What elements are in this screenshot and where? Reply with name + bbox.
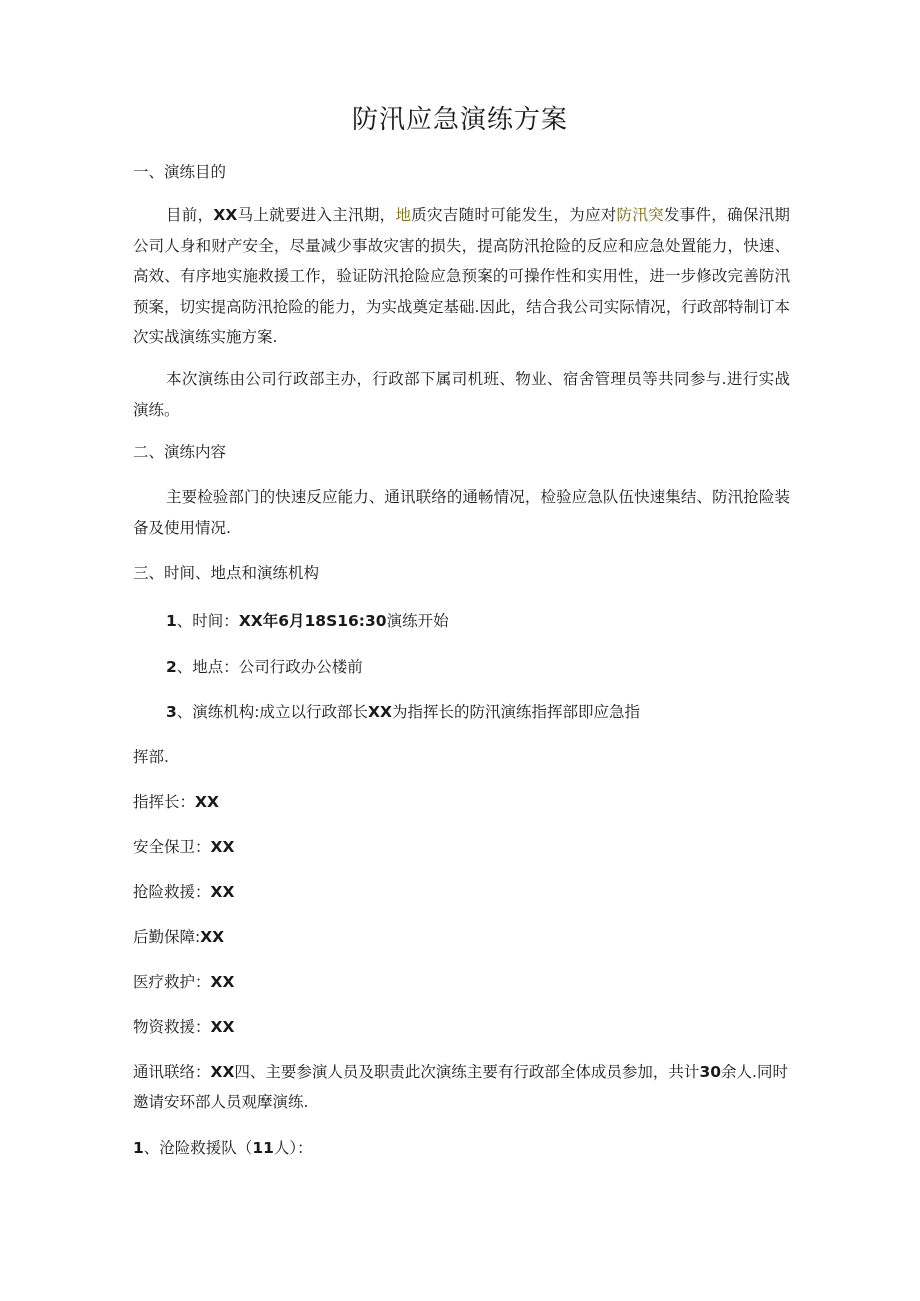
paragraph-organizer: 本次演练由公司行政部主办，行政部下属司机班、物业、宿舍管理员等共同参与.进行实战演练。 bbox=[133, 370, 790, 419]
company-placeholder: XX bbox=[213, 206, 238, 224]
item-number: 3 bbox=[166, 703, 177, 721]
paragraph-text: 四、主要参演人员及职责此次演练主要有行政部全体成员参加，共计 bbox=[234, 1063, 700, 1081]
role-line bbox=[133, 925, 224, 949]
role-line bbox=[133, 880, 234, 904]
role-line bbox=[133, 835, 234, 859]
section-heading-time-place: 三、时间、地点和演练机构 bbox=[133, 564, 320, 582]
role-label: 抢险救援： bbox=[133, 883, 211, 901]
role-label: 指挥长： bbox=[133, 793, 196, 811]
item-organization bbox=[166, 700, 640, 724]
paragraph-text: 余人.同时 bbox=[721, 1063, 788, 1081]
item-text: 为指挥长的防汛演练指挥部即应急指 bbox=[391, 703, 640, 721]
item-value: XX bbox=[368, 703, 392, 721]
item-number: 2 bbox=[166, 658, 177, 676]
role-line bbox=[133, 1015, 234, 1039]
highlighted-text: 防汛突 bbox=[616, 206, 664, 224]
communication-line-continued: 邀请安环部人员观摩演练. bbox=[133, 1093, 309, 1111]
item-label: 、地点：公司行政办公楼前 bbox=[176, 658, 363, 676]
section-heading-purpose: 一、演练目的 bbox=[133, 163, 227, 181]
item-place bbox=[166, 655, 363, 679]
item-text: 演练开始 bbox=[386, 612, 449, 630]
role-label: 医疗救护： bbox=[133, 973, 211, 991]
role-line bbox=[133, 970, 234, 994]
role-name: XX bbox=[210, 973, 235, 991]
paragraph-text: 发事件，确保汛期公司人身和财产安全，尽量减少事故灾害的损失，提高防汛抢险的反应和应急处置能力，快速、高效、有序地实施救援工作，验证防汛抢险应急预案的可操作性和实用性，进一步修改完善防汛预案，切实提高防汛抢险的能力，为实战奠定基础.因此，结合我公司实际情况，行政部特制订本次实战演练实施方案. bbox=[133, 206, 790, 346]
paragraph-purpose bbox=[133, 200, 790, 353]
role-name: XX bbox=[210, 1063, 235, 1081]
item-text: 人）： bbox=[273, 1139, 313, 1157]
role-name: XX bbox=[210, 838, 235, 856]
item-label: 、演练机构:成立以行政部长 bbox=[176, 703, 369, 721]
item-organization-continued: 挥部. bbox=[133, 748, 169, 766]
participant-count: 30 bbox=[699, 1063, 722, 1081]
document-title: 防汛应急演练方案 bbox=[351, 105, 568, 135]
paragraph-text: 目前， bbox=[166, 206, 214, 224]
role-label: 安全保卫： bbox=[133, 838, 211, 856]
role-name: XX bbox=[195, 793, 219, 811]
role-line bbox=[133, 790, 219, 814]
section-heading-content: 二、演练内容 bbox=[133, 443, 227, 461]
role-label: 物资救援： bbox=[133, 1018, 211, 1036]
team-heading bbox=[133, 1136, 313, 1160]
item-label: 、沧险救援队（ bbox=[143, 1139, 253, 1157]
paragraph-text: 质灾吉随时可能发生，为应对 bbox=[411, 206, 617, 224]
team-count: 11 bbox=[252, 1139, 274, 1157]
role-name: XX bbox=[210, 1018, 235, 1036]
item-time bbox=[166, 609, 449, 633]
role-label: 通讯联络： bbox=[133, 1063, 211, 1081]
communication-line bbox=[133, 1060, 788, 1084]
highlighted-text: 地 bbox=[395, 206, 412, 224]
paragraph-content: 主要检验部门的快速反应能力、通讯联络的通畅情况，检验应急队伍快速集结、防汛抢险装备及使用情况. bbox=[133, 488, 790, 537]
paragraph-text: 马上就要进入主汛期， bbox=[237, 206, 396, 224]
item-number: 1 bbox=[166, 612, 177, 630]
item-value: XX年6月18S16:30 bbox=[238, 612, 387, 630]
role-label: 后勤保障: bbox=[133, 928, 201, 946]
role-name: XX bbox=[210, 883, 235, 901]
role-name: XX bbox=[200, 928, 225, 946]
item-number: 1 bbox=[133, 1139, 144, 1157]
item-label: 、时间： bbox=[176, 612, 239, 630]
